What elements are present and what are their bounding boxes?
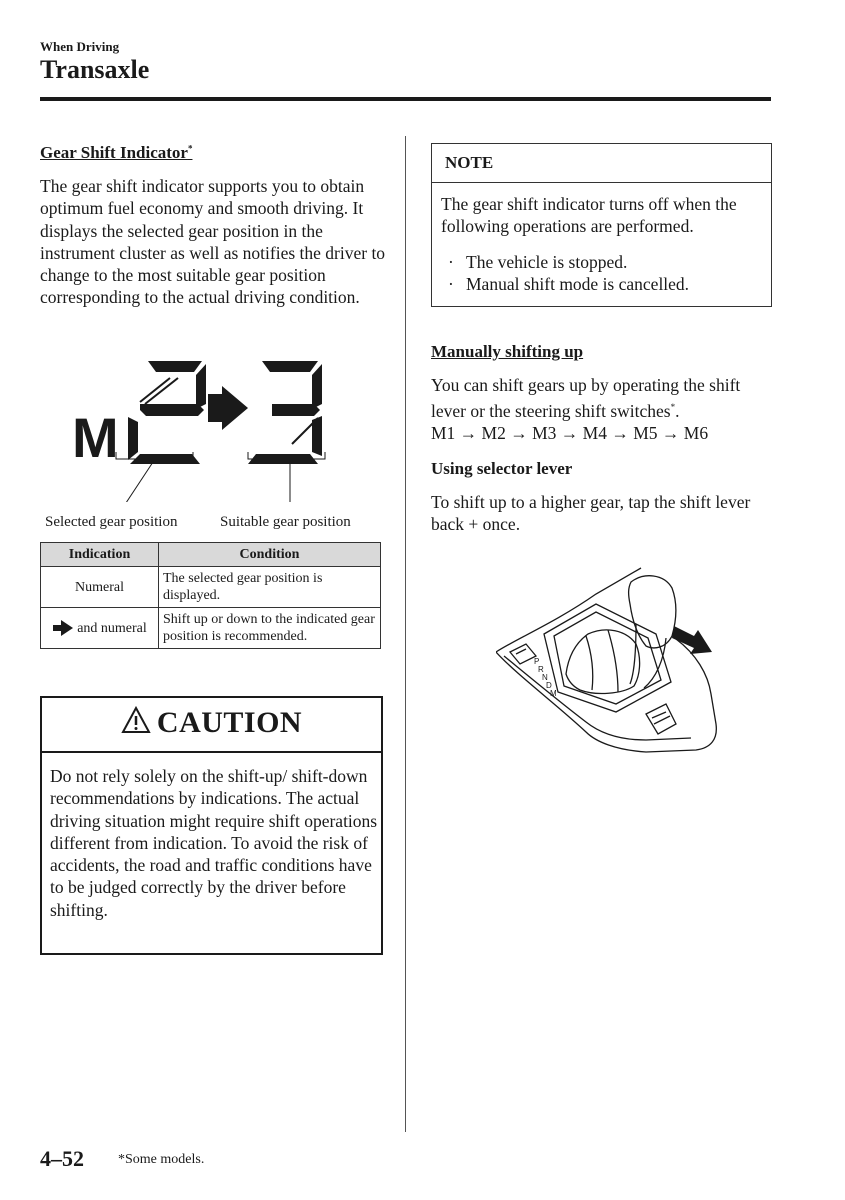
section-label: When Driving	[40, 39, 120, 54]
manual-shift-paragraph: You can shift gears up by operating the shift lever or the steering shift switches*. M1 → M2 → M3 → M4 → M5 → M6	[431, 375, 741, 444]
footnote: *Some models.	[118, 1152, 205, 1167]
note-body: The gear shift indicator turns off when the following operations are performed.	[441, 194, 737, 237]
header-rule	[40, 97, 771, 101]
svg-text:N: N	[542, 673, 548, 682]
pull-back-arrow-icon	[672, 626, 712, 654]
suitable-gear-digit	[248, 361, 322, 464]
table-header-row	[41, 543, 381, 567]
warning-triangle-icon	[121, 706, 151, 734]
manually-shifting-up-heading: Manually shifting up	[431, 342, 584, 361]
note-list	[448, 251, 766, 296]
caution-title: CAUTION	[156, 706, 303, 739]
table-header-indication: Indication	[41, 543, 159, 567]
mode-letter: M	[72, 406, 119, 469]
svg-text:P: P	[534, 657, 540, 666]
indication-table	[40, 542, 381, 649]
selector-paragraph: To shift up to a higher gear, tap the shift lever back + once.	[431, 492, 751, 535]
caution-text: Do not rely solely on the shift-up/ shift-down recommendations by indications. The actual driving situation might require shift operations different from indication. To avoid the risk of accidents, the road and traffic conditions have to be judged correctly by the driver before shifting.	[50, 766, 378, 920]
shift-arrow-icon	[208, 386, 248, 430]
shift-lever-illustration	[496, 564, 726, 764]
caption-suitable-gear: Suitable gear position	[220, 514, 351, 530]
svg-text:M: M	[550, 689, 557, 698]
gear-sequence: M1 → M2 → M3 → M4 → M5 → M6	[431, 423, 709, 444]
caption-selected-gear: Selected gear position	[45, 514, 178, 530]
svg-text:D: D	[546, 681, 552, 690]
caution-box	[40, 696, 383, 955]
indication-cell: and numeral	[41, 608, 159, 649]
gear-shift-indicator-heading: Gear Shift Indicator*	[40, 143, 193, 162]
caution-header	[42, 698, 381, 753]
page-number: 4–52	[40, 1146, 84, 1171]
column-divider	[405, 136, 406, 1132]
gear-indicator-illustration	[60, 352, 380, 502]
list-item: · The vehicle is stopped.	[448, 252, 628, 272]
intro-paragraph: The gear shift indicator supports you to obtain optimum fuel economy and smooth driving. It displays the selected gear position in the instrument cluster as well as notifies the driver to change to the most suitable gear position corresponding to the actual driving condition.	[40, 176, 386, 308]
indication-cell: Numeral	[41, 567, 159, 608]
page-title: Transaxle	[40, 55, 150, 84]
list-item: · Manual shift mode is cancelled.	[448, 274, 690, 295]
table-row	[41, 567, 381, 608]
note-header	[432, 144, 771, 183]
using-selector-lever-heading: Using selector lever	[431, 459, 573, 478]
segment-lines	[140, 378, 178, 404]
note-box	[431, 143, 772, 307]
caption-brackets	[116, 452, 325, 502]
right-arrow-icon	[52, 620, 74, 636]
svg-text:R: R	[538, 665, 544, 674]
condition-cell: The selected gear position is displayed.	[159, 567, 381, 608]
selected-gear-digit	[128, 361, 206, 464]
table-row	[41, 608, 381, 649]
condition-cell: Shift up or down to the indicated gear position is recommended.	[159, 608, 381, 649]
note-title: NOTE	[445, 153, 494, 172]
table-header-condition: Condition	[159, 543, 381, 567]
